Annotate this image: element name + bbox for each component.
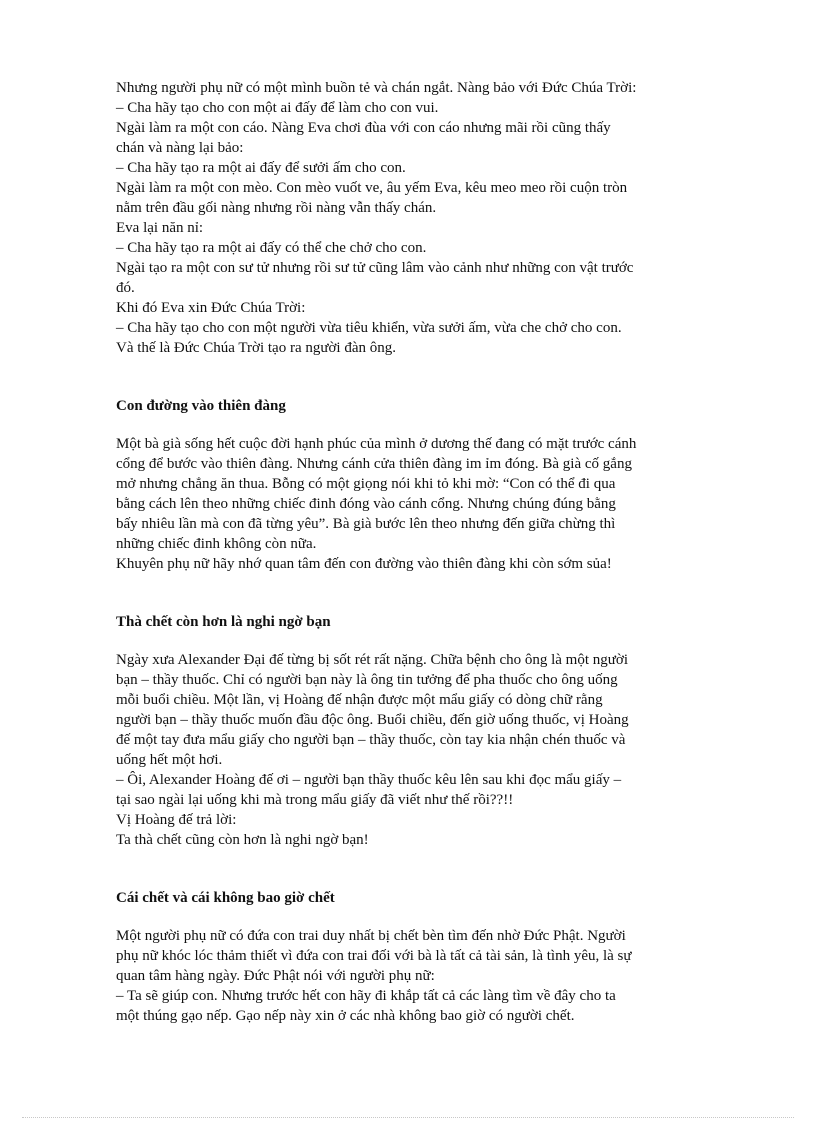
text-line: đó. <box>116 280 135 296</box>
text-line: – Cha hãy tạo cho con một người vừa tiêu khiển, vừa sưởi ấm, vừa che chở cho con. <box>116 320 622 336</box>
text-line: bạn – thầy thuốc. Chỉ có người bạn này là ông tin tưởng để pha thuốc cho ông uống <box>116 672 618 688</box>
text-line: – Cha hãy tạo cho con một ai đấy để làm cho con vui. <box>116 100 439 116</box>
text-line: chán và nàng lại bảo: <box>116 140 244 156</box>
text-line: đế một tay đưa mẩu giấy cho người bạn – thầy thuốc, còn tay kia nhận chén thuốc và <box>116 732 626 748</box>
text-line: Khuyên phụ nữ hãy nhớ quan tâm đến con đường vào thiên đàng khi còn sớm sủa! <box>116 556 612 572</box>
text-line: mở nhưng chẳng ăn thua. Bỗng có một giọng nói khi tỏ khi mờ: “Con có thể đi qua <box>116 476 616 492</box>
text-line: bằng cách lên theo những chiếc đinh đóng vào cánh cổng. Nhưng chúng đúng bằng <box>116 496 616 512</box>
text-line: Khi đó Eva xin Đức Chúa Trời: <box>116 300 306 316</box>
section-paragraph <box>116 926 728 1026</box>
text-line: cổng để bước vào thiên đàng. Nhưng cánh cửa thiên đàng im ỉm đóng. Bà già cố gắng <box>116 456 632 472</box>
text-line: Và thế là Đức Chúa Trời tạo ra người đàn ông. <box>116 340 396 356</box>
text-line: Ngài làm ra một con cáo. Nàng Eva chơi đùa với con cáo nhưng mãi rồi cũng thấy <box>116 120 611 136</box>
text-line: quan tâm hàng ngày. Đức Phật nói với người phụ nữ: <box>116 968 435 984</box>
text-line: Một bà già sống hết cuộc đời hạnh phúc của mình ở dương thế đang có mặt trước cánh <box>116 436 637 452</box>
text-line: – Ôi, Alexander Hoàng đế ơi – người bạn thầy thuốc kêu lên sau khi đọc mẩu giấy – <box>116 772 622 788</box>
section-paragraph <box>116 434 728 574</box>
text-line: Eva lại năn nỉ: <box>116 220 204 236</box>
text-line: phụ nữ khóc lóc thảm thiết vì đứa con trai đối với bà là tất cả tài sản, là tình yêu, là sự <box>116 948 632 964</box>
text-line: tại sao ngài lại uống khi mà trong mẩu giấy đã viết như thế rồi??!! <box>116 792 514 808</box>
text-line: Ngày xưa Alexander Đại đế từng bị sốt rét rất nặng. Chữa bệnh cho ông là một người <box>116 652 628 668</box>
text-line: Ngài tạo ra một con sư tử nhưng rồi sư tử cũng lâm vào cảnh như những con vật trước <box>116 260 634 276</box>
text-line: – Cha hãy tạo ra một ai đấy có thể che chở cho con. <box>116 240 427 256</box>
text-line: Nhưng người phụ nữ có một mình buồn tẻ và chán ngắt. Nàng bảo với Đức Chúa Trời: <box>116 80 637 96</box>
document-page <box>116 78 728 1026</box>
section-heading: Con đường vào thiên đàng <box>116 398 286 414</box>
text-line: Một người phụ nữ có đứa con trai duy nhất bị chết bèn tìm đến nhờ Đức Phật. Người <box>116 928 626 944</box>
text-line: Ngài làm ra một con mèo. Con mèo vuốt ve, âu yếm Eva, kêu meo meo rồi cuộn tròn <box>116 180 628 196</box>
text-line: Ta thà chết cũng còn hơn là nghi ngờ bạn! <box>116 832 369 848</box>
text-line: người bạn – thầy thuốc muốn đầu độc ông. Buổi chiều, đến giờ uống thuốc, vị Hoàng <box>116 712 629 728</box>
text-line: – Cha hãy tạo ra một ai đấy để sưởi ấm cho con. <box>116 160 406 176</box>
text-line: nằm trên đầu gối nàng nhưng rồi nàng vẫn thấy chán. <box>116 200 437 216</box>
footer-divider <box>22 1117 794 1118</box>
section-heading: Cái chết và cái không bao giờ chết <box>116 890 335 906</box>
text-line: một thúng gạo nếp. Gạo nếp này xin ở các nhà không bao giờ có người chết. <box>116 1008 575 1024</box>
text-line: uống hết một hơi. <box>116 752 223 768</box>
text-line: mỗi buổi chiều. Một lần, vị Hoàng đế nhận được một mẩu giấy có dòng chữ rằng <box>116 692 603 708</box>
text-line: những chiếc đinh không còn nữa. <box>116 536 317 552</box>
intro-paragraph <box>116 78 728 358</box>
text-line: bấy nhiêu lần mà con đã từng yêu”. Bà già bước lên theo nhưng đến giữa chừng thì <box>116 516 616 532</box>
section-paragraph <box>116 650 728 850</box>
text-line: Vị Hoàng đế trả lời: <box>116 812 237 828</box>
text-line: – Ta sẽ giúp con. Nhưng trước hết con hãy đi khắp tất cả các làng tìm về đây cho ta <box>116 988 616 1004</box>
section-heading: Thà chết còn hơn là nghi ngờ bạn <box>116 614 331 630</box>
